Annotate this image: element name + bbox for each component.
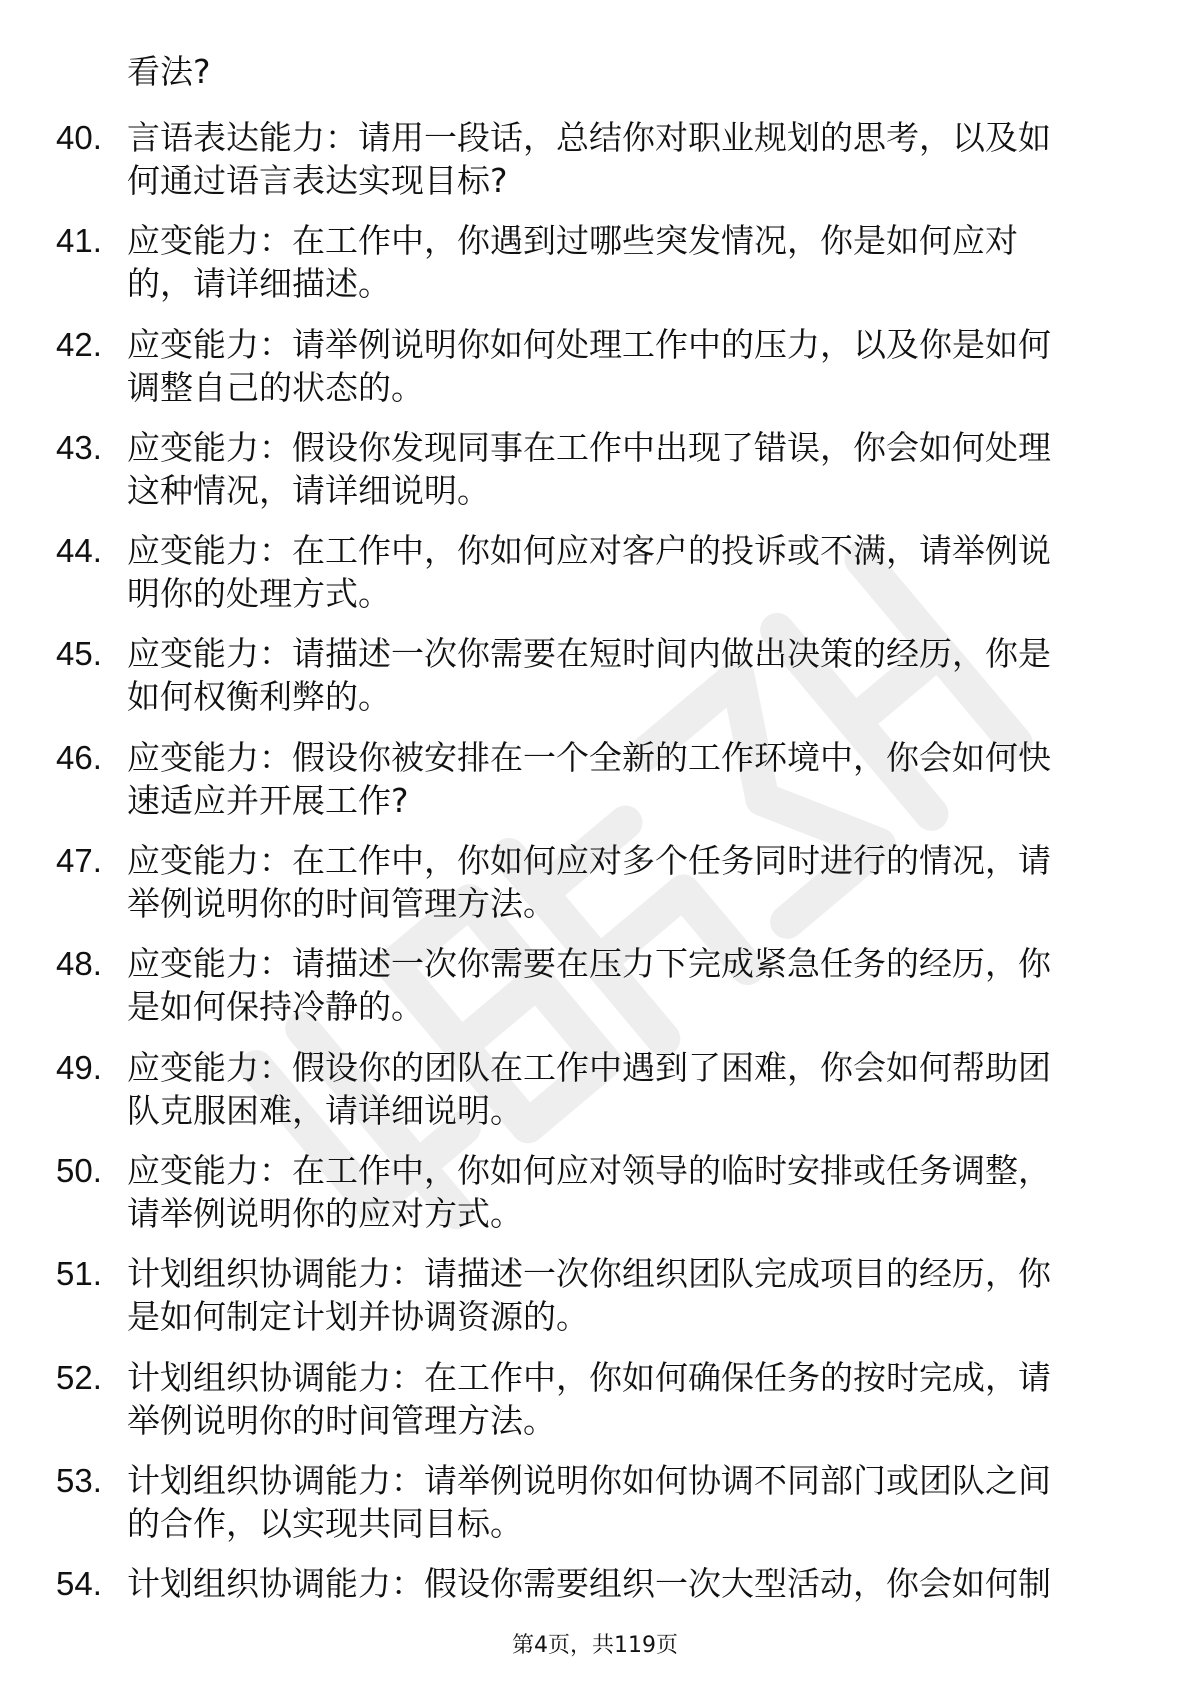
question-number: 54. (56, 1565, 102, 1603)
question-text (127, 942, 1167, 1028)
question-text (127, 632, 1167, 718)
question-text-line: 应变能力：请举例说明你如何处理工作中的压力，以及你是如何 (127, 324, 1051, 364)
question-text-line: 是如何保持冷静的。 (127, 987, 424, 1027)
question-number: 49. (56, 1048, 102, 1086)
question-text (127, 1356, 1167, 1442)
question-item (56, 736, 1116, 839)
question-text (127, 116, 1167, 202)
page-footer: 第4页，共119页 (512, 1633, 678, 1658)
continued-question-text: 看法? (127, 52, 211, 91)
question-text-line: 应变能力：请描述一次你需要在压力下完成紧急任务的经历，你 (127, 944, 1051, 984)
question-text (127, 529, 1167, 615)
question-text-line: 的，请详细描述。 (127, 264, 391, 304)
question-item (56, 426, 1116, 529)
question-number: 51. (56, 1255, 102, 1293)
question-text-line: 举例说明你的时间管理方法。 (127, 884, 556, 924)
question-number: 52. (56, 1358, 102, 1396)
question-item (56, 1046, 1116, 1149)
question-text (127, 1046, 1167, 1132)
question-text-line: 的合作，以实现共同目标。 (127, 1503, 523, 1543)
question-text (127, 219, 1167, 305)
question-item (56, 1252, 1116, 1355)
question-number: 48. (56, 945, 102, 983)
question-item (56, 942, 1116, 1045)
question-text-line: 这种情况，请详细说明。 (127, 470, 490, 510)
question-text (127, 1252, 1167, 1338)
question-text (127, 736, 1167, 822)
question-text-line: 应变能力：假设你的团队在工作中遇到了困难，你会如何帮助团 (127, 1047, 1051, 1087)
question-text-line: 速适应并开展工作? (127, 780, 409, 820)
question-text-line: 明你的处理方式。 (127, 574, 391, 614)
question-text-line: 调整自己的状态的。 (127, 367, 424, 407)
question-text (127, 1562, 1167, 1605)
question-number: 46. (56, 738, 102, 776)
question-text-line: 举例说明你的时间管理方法。 (127, 1400, 556, 1440)
question-text-line: 计划组织协调能力：请举例说明你如何协调不同部门或团队之间 (127, 1460, 1051, 1500)
question-text (127, 426, 1167, 512)
question-item (56, 1459, 1116, 1562)
question-item (56, 323, 1116, 426)
question-number: 42. (56, 325, 102, 363)
question-item (56, 1356, 1116, 1459)
question-item (56, 632, 1116, 735)
question-text-line: 请举例说明你的应对方式。 (127, 1193, 523, 1233)
question-number: 45. (56, 635, 102, 673)
question-item (56, 529, 1116, 632)
question-text-line: 言语表达能力：请用一段话，总结你对职业规划的思考，以及如 (127, 118, 1051, 157)
question-number: 50. (56, 1151, 102, 1189)
question-item (56, 1149, 1116, 1252)
question-text-line: 计划组织协调能力：假设你需要组织一次大型活动，你会如何制 (127, 1564, 1051, 1604)
question-list (56, 116, 1116, 1665)
question-text (127, 323, 1167, 409)
question-item (56, 219, 1116, 322)
question-text-line: 应变能力：在工作中，你如何应对多个任务同时进行的情况，请 (127, 841, 1051, 881)
question-text-line: 应变能力：在工作中，你如何应对客户的投诉或不满，请举例说 (127, 531, 1051, 571)
question-text (127, 839, 1167, 925)
question-text-line: 应变能力：假设你被安排在一个全新的工作环境中，你会如何快 (127, 737, 1051, 777)
question-text-line: 应变能力：请描述一次你需要在短时间内做出决策的经历，你是 (127, 634, 1051, 674)
question-text-line: 是如何制定计划并协调资源的。 (127, 1297, 589, 1337)
question-number: 41. (56, 222, 102, 260)
question-text-line: 应变能力：假设你发现同事在工作中出现了错误，你会如何处理 (127, 427, 1051, 467)
question-text-line: 何通过语言表达实现目标? (127, 161, 508, 200)
question-item (56, 839, 1116, 942)
question-number: 53. (56, 1461, 102, 1499)
question-text-line: 应变能力：在工作中，你如何应对领导的临时安排或任务调整， (127, 1150, 1051, 1190)
question-item (56, 116, 1116, 219)
question-text (127, 1459, 1167, 1545)
question-text-line: 计划组织协调能力：在工作中，你如何确保任务的按时完成，请 (127, 1357, 1051, 1397)
question-text-line: 计划组织协调能力：请描述一次你组织团队完成项目的经历，你 (127, 1254, 1051, 1294)
question-number: 44. (56, 532, 102, 570)
question-text-line: 如何权衡利弊的。 (127, 677, 391, 717)
question-number: 43. (56, 428, 102, 466)
question-text-line: 队克服困难，请详细说明。 (127, 1090, 523, 1130)
question-text (127, 1149, 1167, 1235)
question-number: 47. (56, 842, 102, 880)
question-number: 40. (56, 119, 102, 156)
question-text-line: 应变能力：在工作中，你遇到过哪些突发情况，你是如何应对 (127, 221, 1018, 261)
